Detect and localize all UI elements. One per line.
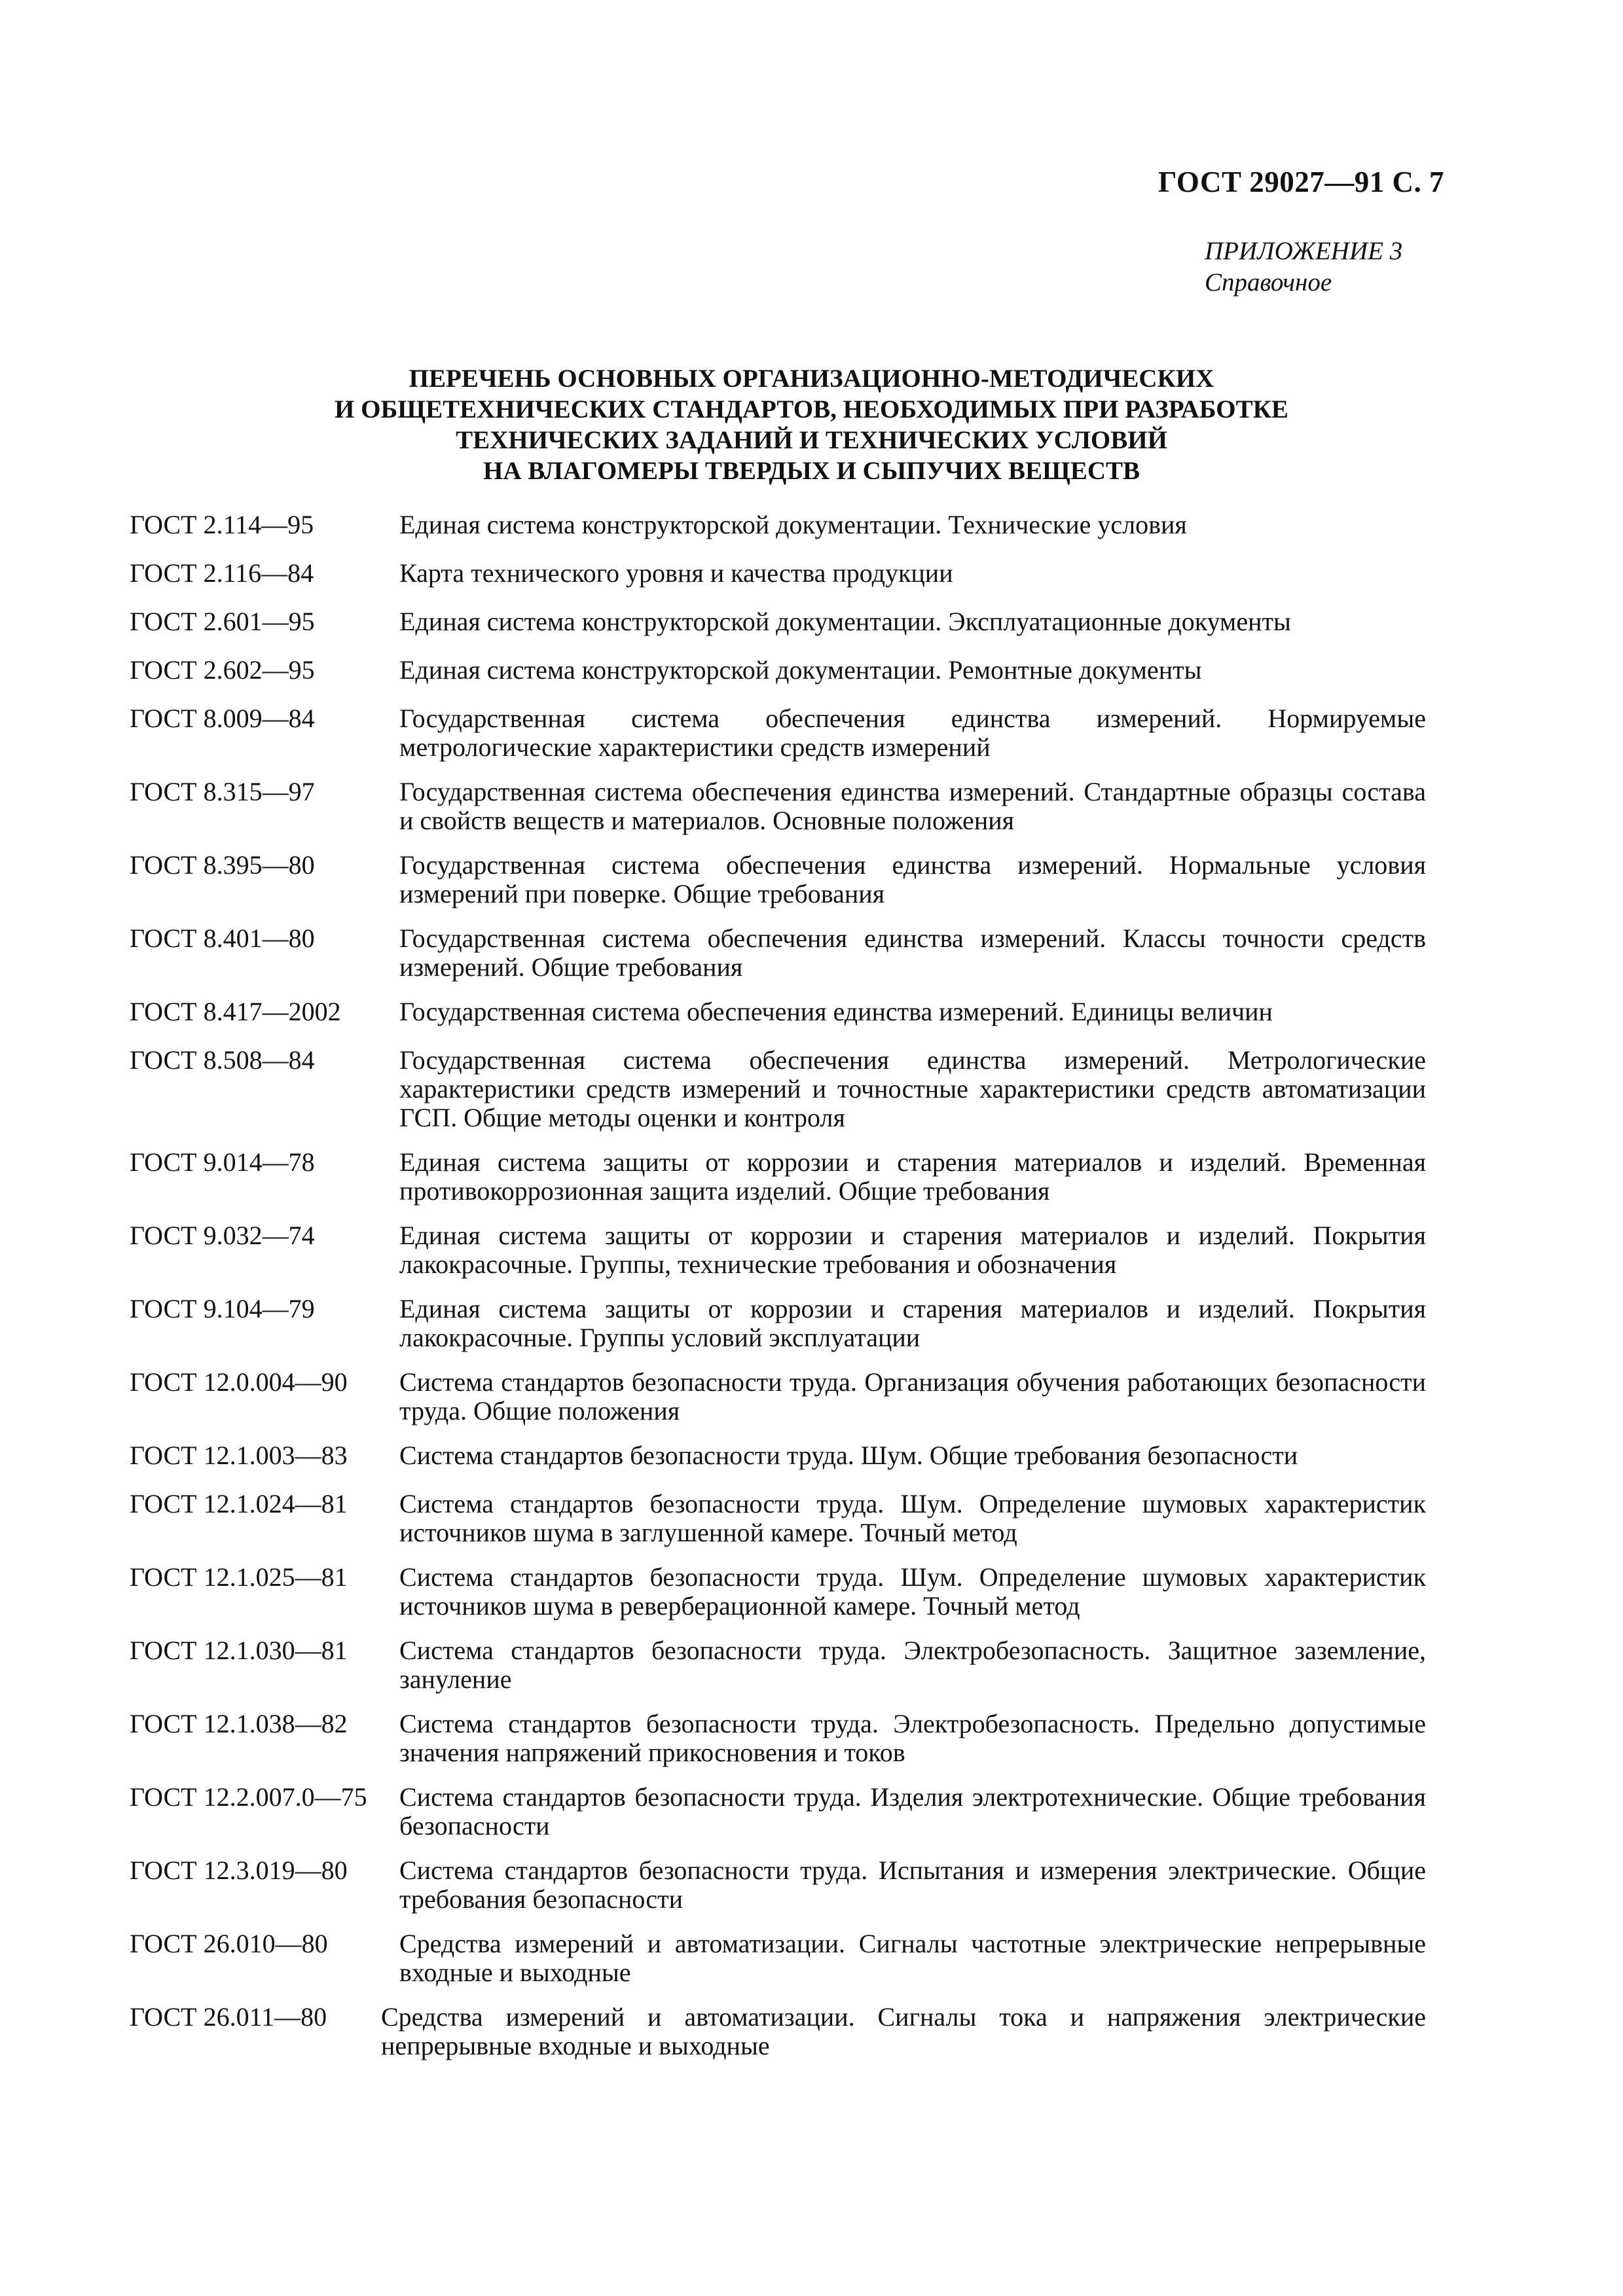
standard-description: Единая система конструкторской документации. Технические условия bbox=[399, 510, 1187, 539]
standard-description: Единая система защиты от коррозии и старения материалов и изделий. Покрытия лакокрасочные. Группы, технические требования и обозначения bbox=[399, 1221, 1426, 1279]
standard-entry bbox=[130, 1783, 1426, 1840]
standard-entry bbox=[130, 2003, 1426, 2060]
standard-description: Единая система защиты от коррозии и старения материалов и изделий. Временная противокоррозионная защита изделий. Общие требования bbox=[399, 1147, 1426, 1206]
standard-description: Система стандартов безопасности труда. Организация обучения работающих безопасности труда. Общие положения bbox=[399, 1367, 1426, 1426]
standard-code: ГОСТ 26.011—80 bbox=[130, 2002, 327, 2032]
standard-entry bbox=[130, 1441, 1426, 1470]
standards-list bbox=[130, 511, 1426, 2076]
standard-code: ГОСТ 26.010—80 bbox=[130, 1929, 328, 1958]
standard-code: ГОСТ 9.032—74 bbox=[130, 1221, 315, 1250]
standard-code: ГОСТ 12.1.003—83 bbox=[130, 1441, 348, 1470]
appendix-type: Справочное bbox=[1205, 268, 1332, 296]
standard-entry bbox=[130, 1563, 1426, 1621]
standard-code: ГОСТ 12.1.038—82 bbox=[130, 1709, 348, 1738]
standard-code: ГОСТ 12.3.019—80 bbox=[130, 1856, 348, 1885]
standard-code: ГОСТ 8.009—84 bbox=[130, 704, 315, 733]
standard-description: Средства измерений и автоматизации. Сигналы частотные электрические непрерывные входные и выходные bbox=[399, 1929, 1426, 1987]
standard-entry bbox=[130, 778, 1426, 835]
standard-code: ГОСТ 2.116—84 bbox=[130, 558, 314, 588]
standard-entry bbox=[130, 1490, 1426, 1547]
standard-code: ГОСТ 8.315—97 bbox=[130, 777, 315, 806]
standard-description: Система стандартов безопасности труда. Шум. Определение шумовых характеристик источников шума в реверберационной камере. Точный метод bbox=[399, 1562, 1426, 1621]
standard-entry bbox=[130, 1295, 1426, 1352]
standard-description: Государственная система обеспечения единства измерений. Единицы величин bbox=[399, 997, 1273, 1026]
standard-code: ГОСТ 2.601—95 bbox=[130, 607, 315, 636]
standard-description: Система стандартов безопасности труда. Электробезопасность. Предельно допустимые значения напряжений прикосновения и токов bbox=[399, 1709, 1426, 1767]
standard-entry bbox=[130, 704, 1426, 762]
standard-code: ГОСТ 8.417—2002 bbox=[130, 997, 341, 1026]
standard-code: ГОСТ 12.0.004—90 bbox=[130, 1367, 348, 1397]
standard-entry bbox=[130, 1221, 1426, 1279]
standard-entry bbox=[130, 656, 1426, 685]
standard-code: ГОСТ 2.114—95 bbox=[130, 510, 314, 539]
appendix-label bbox=[1205, 236, 1402, 298]
standard-entry bbox=[130, 1710, 1426, 1767]
standard-description: Государственная система обеспечения единства измерений. Стандартные образцы состава и свойств веществ и материалов. Основные положения bbox=[399, 777, 1426, 835]
standard-entry bbox=[130, 1929, 1426, 1987]
standard-code: ГОСТ 9.014—78 bbox=[130, 1147, 315, 1177]
document-title bbox=[0, 363, 1623, 486]
standard-description: Государственная система обеспечения единства измерений. Нормируемые метрологические характеристики средств измерений bbox=[399, 704, 1426, 762]
standard-entry bbox=[130, 1636, 1426, 1694]
standard-description: Единая система конструкторской документации. Эксплуатационные документы bbox=[399, 607, 1291, 636]
standard-description: Средства измерений и автоматизации. Сигналы тока и напряжения электрические непрерывные входные и выходные bbox=[381, 2002, 1426, 2060]
standard-description: Карта технического уровня и качества продукции bbox=[399, 558, 953, 588]
standard-entry bbox=[130, 997, 1426, 1026]
standard-description: Система стандартов безопасности труда. Шум. Общие требования безопасности bbox=[399, 1441, 1298, 1470]
standard-code: ГОСТ 12.2.007.0—75 bbox=[130, 1782, 367, 1812]
standard-description: Государственная система обеспечения единства измерений. Нормальные условия измерений при поверке. Общие требования bbox=[399, 850, 1426, 908]
standard-description: Единая система защиты от коррозии и старения материалов и изделий. Покрытия лакокрасочные. Группы условий эксплуатации bbox=[399, 1294, 1426, 1352]
standard-entry bbox=[130, 607, 1426, 636]
standard-code: ГОСТ 8.508—84 bbox=[130, 1045, 315, 1075]
title-line: ПЕРЕЧЕНЬ ОСНОВНЫХ ОРГАНИЗАЦИОННО-МЕТОДИЧЕСКИХ bbox=[409, 365, 1214, 393]
standard-entry bbox=[130, 851, 1426, 908]
standard-code: ГОСТ 12.1.025—81 bbox=[130, 1562, 348, 1592]
standard-code: ГОСТ 9.104—79 bbox=[130, 1294, 315, 1323]
standard-entry bbox=[130, 924, 1426, 982]
standard-description: Государственная система обеспечения единства измерений. Метрологические характеристики средств измерений и точностные характеристики средств автоматизации ГСП. Общие методы оценки и контроля bbox=[399, 1045, 1426, 1132]
standard-entry bbox=[130, 1148, 1426, 1206]
appendix-number: ПРИЛОЖЕНИЕ 3 bbox=[1205, 237, 1403, 265]
standard-code: ГОСТ 12.1.024—81 bbox=[130, 1489, 348, 1518]
standard-description: Система стандартов безопасности труда. Изделия электротехнические. Общие требования безопасности bbox=[399, 1782, 1426, 1840]
standard-description: Государственная система обеспечения единства измерений. Классы точности средств измерений. Общие требования bbox=[399, 924, 1426, 982]
standard-code: ГОСТ 8.395—80 bbox=[130, 850, 315, 880]
standard-entry bbox=[130, 511, 1426, 539]
standard-entry bbox=[130, 1856, 1426, 1914]
standard-description: Система стандартов безопасности труда. Электробезопасность. Защитное заземление, зануление bbox=[399, 1636, 1426, 1694]
standard-code: ГОСТ 8.401—80 bbox=[130, 924, 315, 953]
standard-description: Система стандартов безопасности труда. Шум. Определение шумовых характеристик источников шума в заглушенной камере. Точный метод bbox=[399, 1489, 1426, 1547]
standard-entry bbox=[130, 1046, 1426, 1132]
standard-description: Единая система конструкторской документации. Ремонтные документы bbox=[399, 655, 1202, 685]
standard-code: ГОСТ 2.602—95 bbox=[130, 655, 315, 685]
title-line: И ОБЩЕТЕХНИЧЕСКИХ СТАНДАРТОВ, НЕОБХОДИМЫХ ПРИ РАЗРАБОТКЕ bbox=[335, 395, 1288, 423]
title-line: НА ВЛАГОМЕРЫ ТВЕРДЫХ И СЫПУЧИХ ВЕЩЕСТВ bbox=[483, 457, 1140, 485]
title-line: ТЕХНИЧЕСКИХ ЗАДАНИЙ И ТЕХНИЧЕСКИХ УСЛОВИЙ bbox=[456, 426, 1167, 454]
standard-code: ГОСТ 12.1.030—81 bbox=[130, 1636, 348, 1665]
standard-description: Система стандартов безопасности труда. Испытания и измерения электрические. Общие требования безопасности bbox=[399, 1856, 1426, 1914]
standard-entry bbox=[130, 559, 1426, 588]
page-header-reference: ГОСТ 29027—91 С. 7 bbox=[1158, 166, 1444, 198]
standard-entry bbox=[130, 1368, 1426, 1426]
